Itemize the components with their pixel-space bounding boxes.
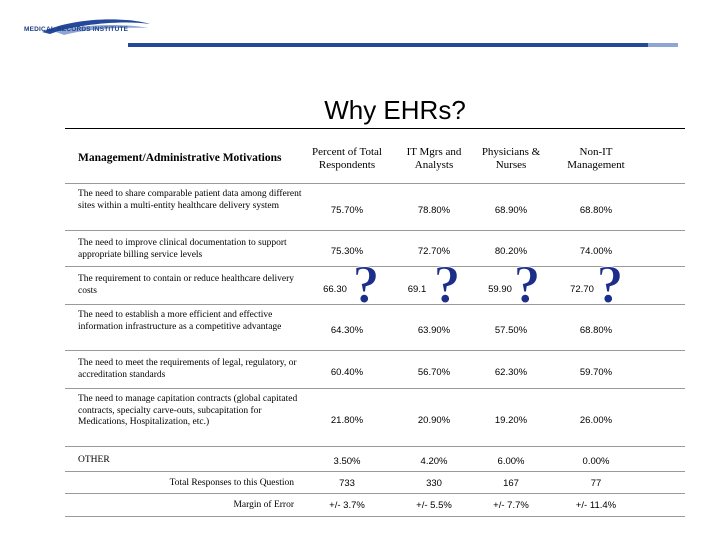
- row-label: OTHER: [78, 455, 110, 465]
- row-divider: [65, 471, 685, 472]
- table-cell: 4.20%: [420, 456, 448, 467]
- table-cell: 63.90%: [417, 325, 451, 336]
- margin-cell: +/- 11.4%: [575, 500, 617, 511]
- table-cell: 68.80%: [579, 205, 613, 216]
- header-rule: [128, 43, 648, 47]
- row-label: The need to establish a more efficient and effective information infrastructure as a competitive advantage: [78, 310, 282, 332]
- header-divider: [65, 183, 685, 184]
- totals-cell: 167: [503, 478, 519, 489]
- table-cell: 20.90%: [417, 415, 451, 426]
- margin-cell: +/- 3.7%: [329, 500, 365, 511]
- table-cell: 72.70%: [417, 246, 451, 257]
- table-cell: 59.90: [488, 284, 512, 295]
- totals-cell: 330: [426, 478, 442, 489]
- totals-cell: 733: [339, 478, 355, 489]
- row-divider: [65, 350, 685, 351]
- row-label: The need to meet the requirements of legal, regulatory, or accreditation standards: [78, 358, 297, 380]
- table-cell: 66.30: [323, 284, 347, 295]
- table-cell: 0.00%: [582, 456, 610, 467]
- column-header-non-it: Non-IT Management: [567, 146, 625, 171]
- table-cell: 68.90%: [494, 205, 528, 216]
- table-cell: 59.70%: [579, 367, 613, 378]
- margin-cell: +/- 7.7%: [493, 500, 529, 511]
- totals-label: Total Responses to this Question: [169, 478, 294, 488]
- column-header-total: Percent of Total Respondents: [312, 146, 382, 171]
- row-divider: [65, 493, 685, 494]
- table-cell: 78.80%: [417, 205, 451, 216]
- row-label: The need to manage capitation contracts (global capitated contracts, specialty carve-outs, subcapitation for Medications, Hospitalization, etc.): [78, 394, 298, 427]
- table-cell: 69.1: [407, 284, 427, 295]
- table-cell: 26.00%: [579, 415, 613, 426]
- table-cell: 75.30%: [330, 246, 364, 257]
- row-divider: [65, 230, 685, 231]
- margin-cell: +/- 5.5%: [416, 500, 452, 511]
- table-cell: 60.40%: [330, 367, 364, 378]
- row-label: The requirement to contain or reduce healthcare delivery costs: [78, 274, 295, 296]
- table-cell: 57.50%: [494, 325, 528, 336]
- table-cell: 21.80%: [330, 415, 364, 426]
- title-underline: [65, 128, 685, 129]
- table-cell: 68.80%: [579, 325, 613, 336]
- row-divider: [65, 388, 685, 389]
- row-divider: [65, 446, 685, 447]
- question-mark-icon: [353, 258, 379, 308]
- column-header-physicians: Physicians & Nurses: [481, 146, 541, 171]
- table-cell: 6.00%: [497, 456, 525, 467]
- table-cell: 56.70%: [417, 367, 451, 378]
- question-mark-icon: [434, 258, 460, 308]
- table-cell: 80.20%: [494, 246, 528, 257]
- totals-cell: 77: [590, 478, 602, 489]
- table-cell: 3.50%: [333, 456, 361, 467]
- column-header-it: IT Mgrs and Analysts: [406, 146, 462, 171]
- svg-text:?: ?: [434, 258, 460, 308]
- table-cell: 64.30%: [330, 325, 364, 336]
- page-title: Why EHRs?: [324, 95, 466, 125]
- svg-text:?: ?: [597, 258, 623, 308]
- row-label: The need to share comparable patient data among different sites within a multi-entity healthcare delivery system: [78, 189, 302, 211]
- svg-text:?: ?: [353, 258, 379, 308]
- table-cell: 75.70%: [330, 205, 364, 216]
- table-cell: 74.00%: [579, 246, 613, 257]
- table-cell: 62.30%: [494, 367, 528, 378]
- table-cell: 19.20%: [494, 415, 528, 426]
- question-mark-icon: [597, 258, 623, 308]
- margin-label: Margin of Error: [233, 500, 294, 510]
- header-rule-accent: [648, 43, 678, 47]
- row-label: The need to improve clinical documentation to support appropriate billing service levels: [78, 238, 287, 260]
- logo-text: MEDICAL RECORDS INSTITUTE: [24, 26, 129, 33]
- svg-text:?: ?: [514, 258, 540, 308]
- table-bottom-rule: [65, 516, 685, 517]
- question-mark-icon: [514, 258, 540, 308]
- table-cell: 72.70: [570, 284, 594, 295]
- row-header: Management/Administrative Motivations: [78, 152, 282, 164]
